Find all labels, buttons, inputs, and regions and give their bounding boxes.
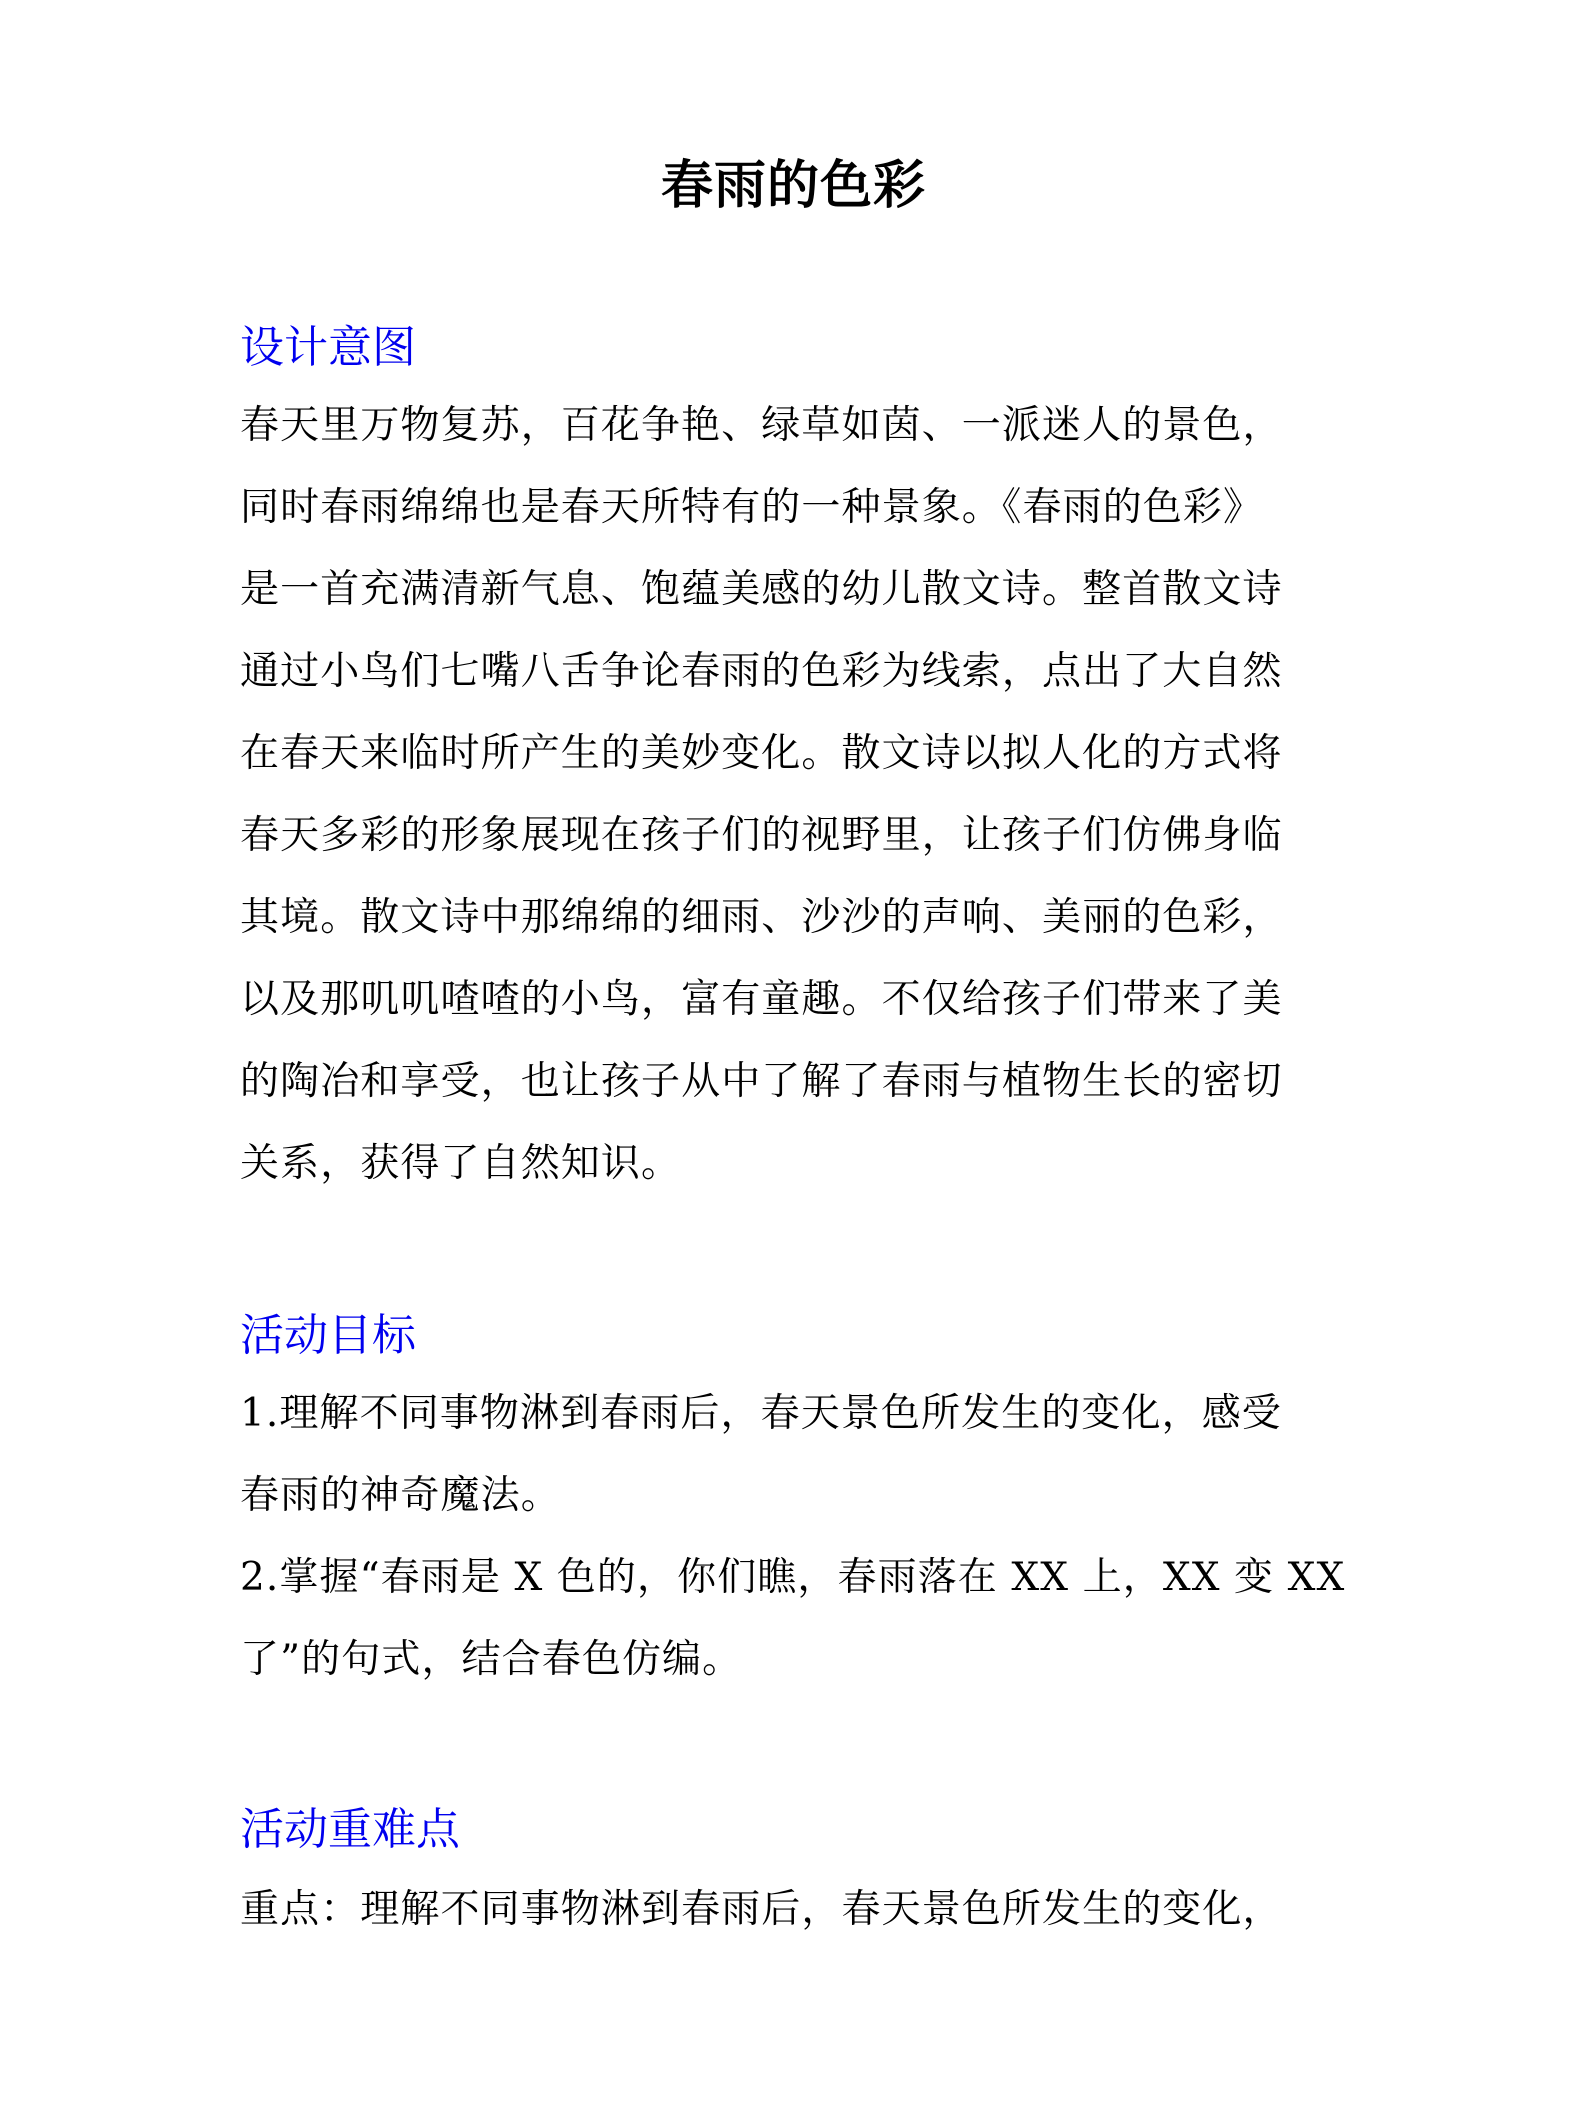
document-title: 春雨的色彩 (660, 155, 926, 216)
goal-item-continued: 了”的句式，结合春色仿编。 (240, 1637, 743, 1682)
paragraph-line: 以及那叽叽喳喳的小鸟，富有童趣。不仅给孩子们带来了美 (240, 977, 1283, 1022)
paragraph-line: 在春天来临时所产生的美妙变化。散文诗以拟人化的方式将 (240, 731, 1283, 776)
paragraph-line: 其境。散文诗中那绵绵的细雨、沙沙的声响、美丽的色彩， (240, 895, 1283, 940)
paragraph-line: 重点：理解不同事物淋到春雨后，春天景色所发生的变化， (240, 1887, 1283, 1932)
paragraph-line: 春天里万物复苏，百花争艳、绿草如茵、一派迷人的景色， (240, 403, 1283, 448)
goal-item: 2.掌握“春雨是 X 色的，你们瞧，春雨落在 XX 上，XX 变 XX (240, 1555, 1346, 1600)
paragraph-line: 是一首充满清新气息、饱蕴美感的幼儿散文诗。整首散文诗 (240, 567, 1283, 612)
section-heading: 活动重难点 (240, 1804, 460, 1855)
paragraph-line: 关系，获得了自然知识。 (240, 1141, 682, 1186)
paragraph-line: 春天多彩的形象展现在孩子们的视野里，让孩子们仿佛身临 (240, 813, 1283, 858)
paragraph-line: 的陶冶和享受，也让孩子从中了解了春雨与植物生长的密切 (240, 1059, 1283, 1104)
goal-item: 1.理解不同事物淋到春雨后，春天景色所发生的变化，感受 (240, 1391, 1282, 1436)
paragraph-line: 通过小鸟们七嘴八舌争论春雨的色彩为线索，点出了大自然 (240, 649, 1283, 694)
paragraph-line: 同时春雨绵绵也是春天所特有的一种景象。《春雨的色彩》 (240, 485, 1264, 530)
goal-item-continued: 春雨的神奇魔法。 (240, 1473, 561, 1518)
section-heading: 设计意图 (240, 322, 416, 373)
section-heading: 活动目标 (240, 1310, 416, 1361)
